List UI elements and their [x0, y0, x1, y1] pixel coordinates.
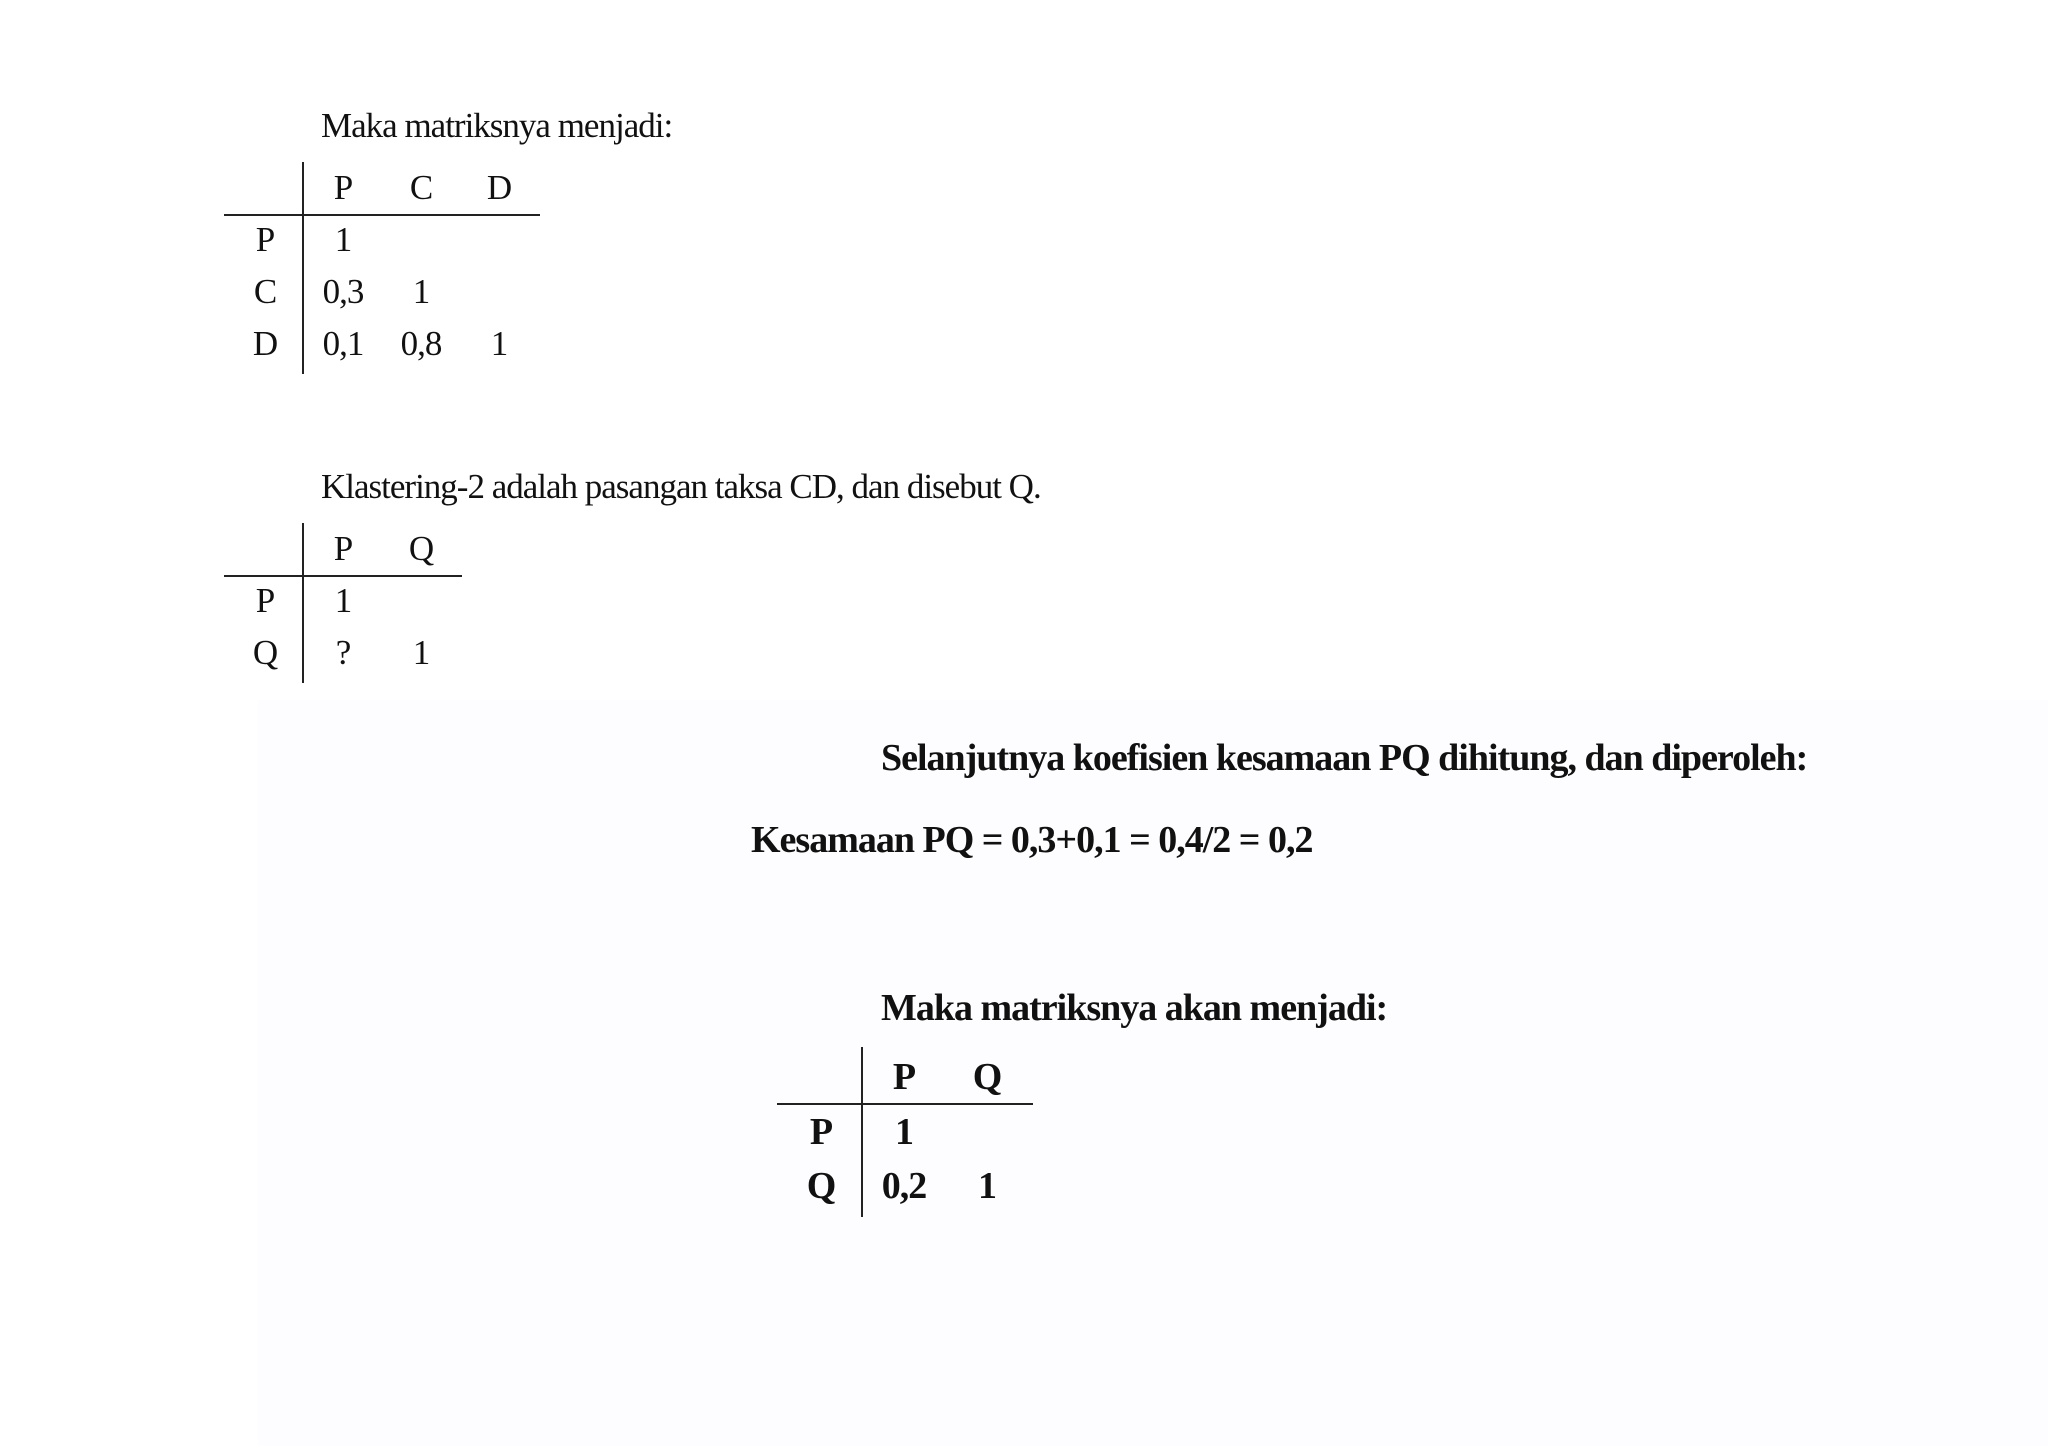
- matrix-row-header: P: [255, 220, 275, 259]
- matrix-col-header: P: [333, 168, 353, 207]
- matrix-intro-text-2: Maka matriksnya akan menjadi:: [881, 987, 1388, 1029]
- matrix-col-header: P: [892, 1056, 916, 1098]
- matrix-horizontal-rule: [777, 1103, 1033, 1105]
- matrix-cell: 1: [334, 220, 352, 259]
- matrix-cell: 0,8: [400, 324, 442, 363]
- matrix-col-header: C: [409, 168, 433, 207]
- matrix-row-header: Q: [806, 1165, 836, 1207]
- matrix-intro-text-1: Maka matriksnya menjadi:: [321, 106, 673, 145]
- matrix-col-header: D: [486, 168, 512, 207]
- matrix-cell: 1: [895, 1111, 913, 1153]
- matrix-row-header: C: [253, 272, 277, 311]
- calculation-sentence: Selanjutnya koefisien kesamaan PQ dihitung, dan diperoleh:: [881, 737, 1808, 779]
- matrix-col-header: Q: [408, 529, 434, 568]
- matrix-row-header: Q: [252, 633, 278, 672]
- matrix-cell: 0,2: [881, 1165, 927, 1207]
- matrix-horizontal-rule: [224, 575, 462, 577]
- matrix-cell: 0,1: [322, 324, 364, 363]
- matrix-col-header: Q: [972, 1056, 1002, 1098]
- matrix-horizontal-rule: [224, 214, 540, 216]
- matrix-cell: 0,3: [322, 272, 364, 311]
- similarity-formula: Kesamaan PQ = 0,3+0,1 = 0,4/2 = 0,2: [751, 819, 1313, 861]
- matrix-cell: 1: [412, 633, 430, 672]
- matrix-vertical-rule: [861, 1047, 863, 1217]
- matrix-cell: ?: [335, 633, 351, 672]
- matrix-vertical-rule: [302, 162, 304, 374]
- matrix-row-header: P: [255, 581, 275, 620]
- cluster-description-text: Klastering-2 adalah pasangan taksa CD, dan disebut Q.: [321, 467, 1041, 506]
- matrix-cell: 1: [412, 272, 430, 311]
- matrix-row-header: P: [809, 1111, 833, 1153]
- similarity-matrix-pq-result: [777, 1047, 1037, 1219]
- similarity-matrix-pcd: [224, 162, 544, 376]
- matrix-col-header: P: [333, 529, 353, 568]
- matrix-cell: 1: [334, 581, 352, 620]
- page-background-tint: [258, 700, 2048, 1446]
- matrix-cell: 1: [490, 324, 508, 363]
- matrix-vertical-rule: [302, 523, 304, 683]
- matrix-cell: 1: [978, 1165, 996, 1207]
- similarity-matrix-pq-unknown: [224, 523, 464, 685]
- matrix-row-header: D: [252, 324, 278, 363]
